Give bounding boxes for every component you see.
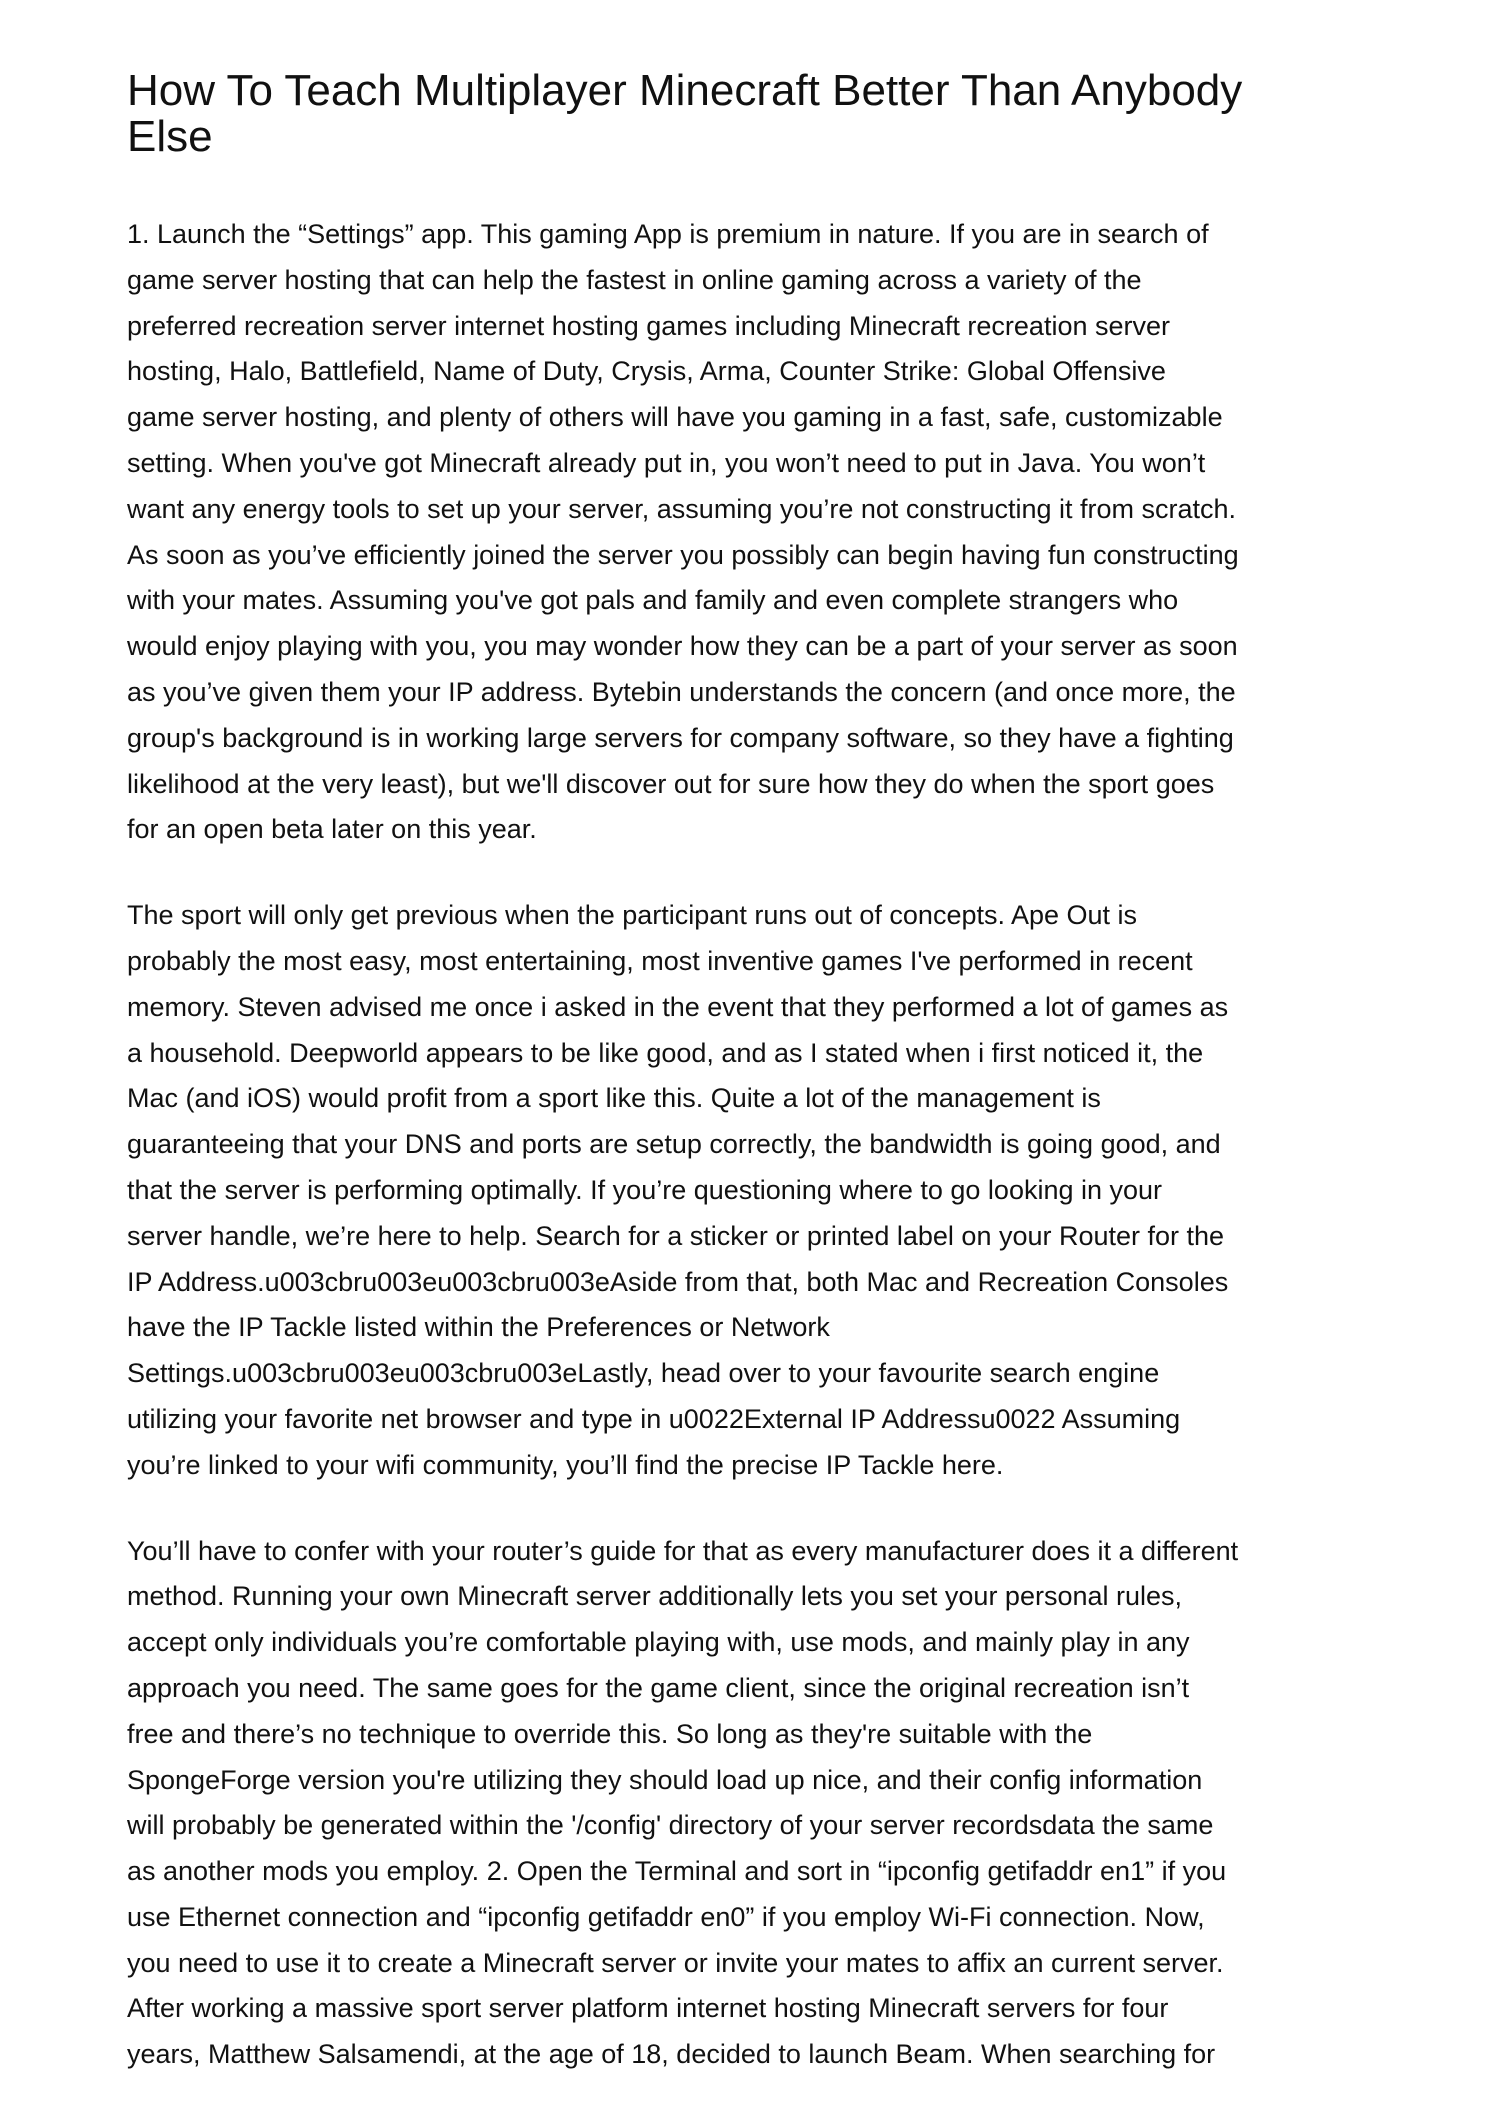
text-line: utilizing your favorite net browser and type in u0022External IP Addressu0022 Assuming <box>127 1403 1181 1434</box>
title-line: How To Teach Multiplayer Minecraft Better Than Anybody <box>127 66 1243 115</box>
text-line: probably the most easy, most entertaining, most inventive games I've performed in recent <box>127 945 1193 976</box>
title-line: Else <box>127 112 213 161</box>
text-line: guaranteeing that your DNS and ports are setup correctly, the bandwidth is going good, and <box>127 1129 1221 1160</box>
text-line: Mac (and iOS) would profit from a sport like this. Quite a lot of the management is <box>127 1083 1101 1114</box>
document-title <box>127 68 1407 160</box>
text-line: 1. Launch the “Settings” app. This gaming App is premium in nature. If you are in search of <box>127 219 1209 249</box>
text-line: would enjoy playing with you, you may wonder how they can be a part of your server as soon <box>127 631 1238 662</box>
text-line: setting. When you've got Minecraft already put in, you won’t need to put in Java. You won’t <box>127 447 1206 478</box>
text-line: You’ll have to confer with your router’s guide for that as every manufacturer does it a different <box>127 1535 1239 1566</box>
text-line: as you’ve given them your IP address. Bytebin understands the concern (and once more, the <box>127 676 1236 707</box>
paragraph <box>127 1529 1417 2079</box>
text-line: server handle, we’re here to help. Search for a sticker or printed label on your Router for the <box>127 1220 1225 1251</box>
text-line: have the IP Tackle listed within the Preferences or Network <box>127 1312 830 1343</box>
document-body <box>127 212 1417 2118</box>
paragraph <box>127 893 1417 1488</box>
text-line: hosting, Halo, Battlefield, Name of Duty, Crysis, Arma, Counter Strike: Global Offensive <box>127 356 1166 387</box>
text-line: use Ethernet connection and “ipconfig getifaddr en0” if you employ Wi-Fi connection. Now, <box>127 1901 1205 1932</box>
text-line: a household. Deepworld appears to be like good, and as I stated when i first noticed it, the <box>127 1037 1204 1068</box>
text-line: After working a massive sport server platform internet hosting Minecraft servers for four <box>127 1993 1169 2024</box>
text-line: SpongeForge version you're utilizing they should load up nice, and their config information <box>127 1764 1203 1795</box>
text-line: with your mates. Assuming you've got pals and family and even complete strangers who <box>127 585 1179 616</box>
text-line: memory. Steven advised me once i asked in the event that they performed a lot of games as <box>127 991 1229 1022</box>
text-line: Settings.u003cbru003eu003cbru003eLastly, head over to your favourite search engine <box>127 1358 1160 1389</box>
text-line: as another mods you employ. 2. Open the Terminal and sort in “ipconfig getifaddr en1” if you <box>127 1856 1227 1887</box>
paragraph <box>127 212 1417 853</box>
text-line: game server hosting that can help the fastest in online gaming across a variety of the <box>127 264 1142 295</box>
text-line: for an open beta later on this year. <box>127 814 537 845</box>
text-line: that the server is performing optimally. If you’re questioning where to go looking in your <box>127 1174 1163 1205</box>
text-line: As soon as you’ve efficiently joined the server you possibly can begin having fun constructing <box>127 539 1239 570</box>
text-line: want any energy tools to set up your server, assuming you’re not constructing it from scratch. <box>127 493 1237 524</box>
text-line: method. Running your own Minecraft server additionally lets you set your personal rules, <box>127 1581 1183 1612</box>
text-line: years, Matthew Salsamendi, at the age of 18, decided to launch Beam. When searching for <box>127 2039 1216 2070</box>
text-line: game server hosting, and plenty of others will have you gaming in a fast, safe, customizable <box>127 402 1223 433</box>
text-line: accept only individuals you’re comfortable playing with, use mods, and mainly play in any <box>127 1627 1190 1658</box>
text-line: you’re linked to your wifi community, you’ll find the precise IP Tackle here. <box>127 1449 1004 1480</box>
text-line: IP Address.u003cbru003eu003cbru003eAside from that, both Mac and Recreation Consoles <box>127 1266 1229 1297</box>
text-line: you need to use it to create a Minecraft server or invite your mates to affix an current server. <box>127 1947 1224 1978</box>
text-line: will probably be generated within the '/config' directory of your server recordsdata the same <box>127 1810 1214 1841</box>
text-line: preferred recreation server internet hosting games including Minecraft recreation server <box>127 310 1170 341</box>
text-line: The sport will only get previous when the participant runs out of concepts. Ape Out is <box>127 900 1138 931</box>
text-line: likelihood at the very least), but we'll discover out for sure how they do when the sport goes <box>127 768 1215 799</box>
text-line: approach you need. The same goes for the game client, since the original recreation isn’t <box>127 1672 1190 1703</box>
text-line: free and there’s no technique to override this. So long as they're suitable with the <box>127 1718 1093 1749</box>
text-line: group's background is in working large servers for company software, so they have a fighting <box>127 722 1234 753</box>
